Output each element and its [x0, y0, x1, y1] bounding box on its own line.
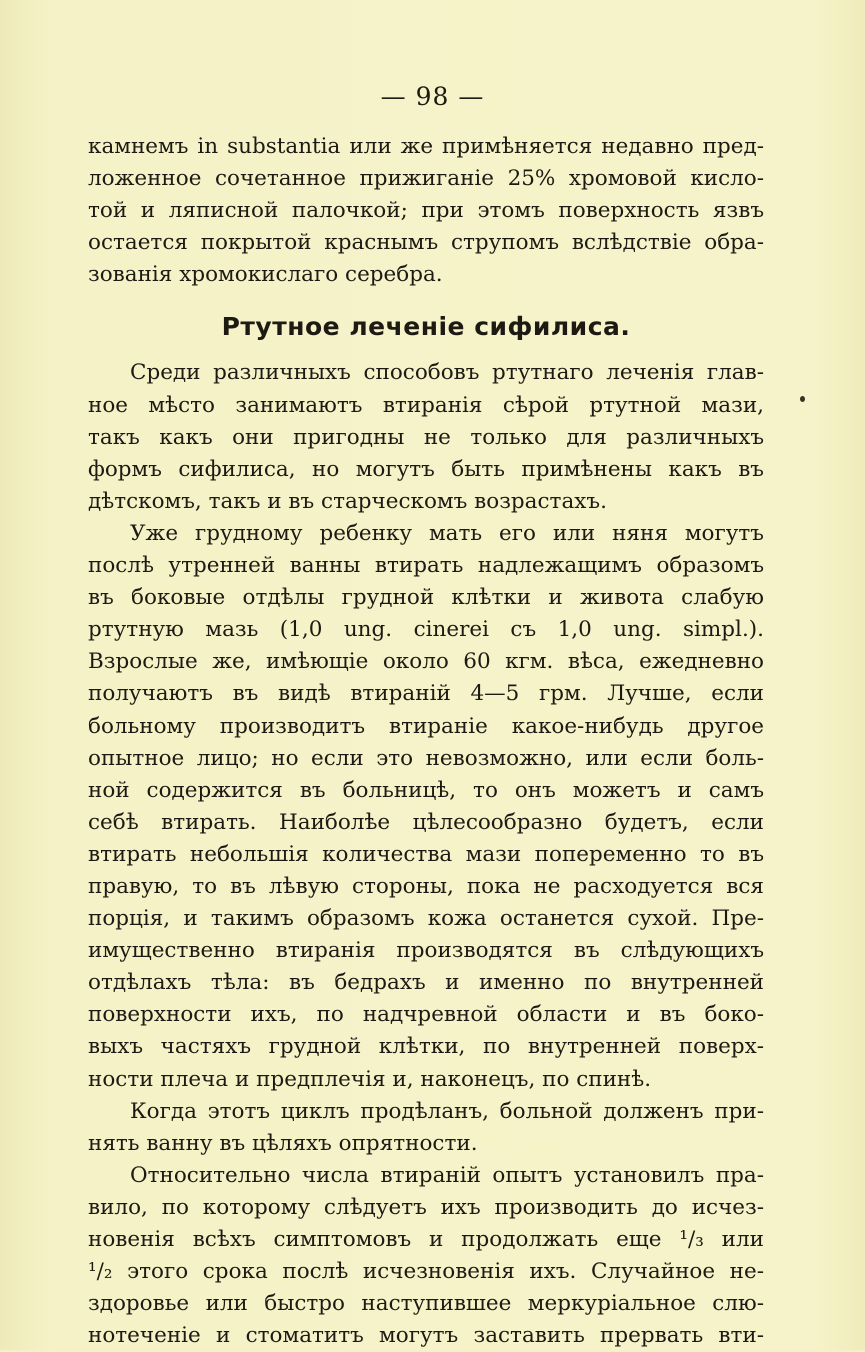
text-line: Взрослые же, имѣющіе около 60 кгм. вѣса, ежедневно: [88, 649, 764, 675]
text-line: втирать небольшія количества мази попеременно то въ: [88, 841, 764, 867]
text-line: нотеченіе и стоматитъ могутъ заставить прервать вти-: [88, 1323, 764, 1349]
text-line: нять ванну въ цѣляхъ опрятности.: [88, 1130, 478, 1156]
text-line: больному производитъ втираніе какое-нибудь другое: [88, 713, 764, 739]
text-line: имущественно втиранія производятся въ слѣдующихъ: [88, 938, 764, 964]
text-line: здоровье или быстро наступившее меркуріальное слю-: [88, 1291, 764, 1317]
paragraph-block-main: [88, 357, 764, 1352]
text-line: правую, то въ лѣвую стороны, пока не расходуется вся: [88, 873, 764, 899]
text-line: ности плеча и предплечія и, наконецъ, по спинѣ.: [88, 1066, 652, 1092]
page-number: — 98 —: [380, 82, 485, 111]
text-line: послѣ утренней ванны втирать надлежащимъ образомъ: [88, 553, 764, 579]
text-line: ное мѣсто занимаютъ втиранія сѣрой ртутной мази,: [88, 392, 764, 418]
text-line: новенія всѣхъ симптомовъ и продолжать еще ¹/₃ или: [88, 1227, 764, 1252]
text-line: той и ляписной палочкой; при этомъ поверхность язвъ: [88, 198, 764, 224]
text-line: получаютъ въ видѣ втираній 4—5 грм. Лучше, если: [88, 681, 764, 707]
text-line: опытное лицо; но если это невозможно, или если боль-: [88, 745, 764, 771]
text-line: ртутную мазь (1,0 ung. cinerei съ 1,0 ung. simpl.).: [88, 617, 764, 643]
text-line: выхъ частяхъ грудной клѣтки, по внутренней поверх-: [88, 1034, 764, 1060]
text-line: Когда этотъ циклъ продѣланъ, больной долженъ при-: [130, 1098, 764, 1124]
paragraph-block-intro: [88, 131, 764, 291]
section-heading: Ртутное леченіе сифилиса.: [221, 312, 631, 342]
text-line: въ боковые отдѣлы грудной клѣтки и живота слабую: [88, 585, 764, 611]
text-line: камнемъ in substantia или же примѣняется недавно пред-: [88, 134, 764, 159]
text-line: Относительно числа втираній опытъ установилъ пра-: [130, 1162, 764, 1188]
text-line: дѣтскомъ, такъ и въ старческомъ возрастахъ.: [88, 488, 607, 514]
text-line: ной содержится въ больницѣ, то онъ можетъ и самъ: [88, 777, 764, 803]
text-line: вило, по которому слѣдуетъ ихъ производить до исчез-: [88, 1194, 764, 1220]
text-line: Уже грудному ребенку мать его или няня могутъ: [130, 520, 764, 546]
text-line: поверхности ихъ, по надчревной области и въ боко-: [88, 1002, 764, 1028]
text-line: зованія хромокислаго серебра.: [88, 262, 443, 288]
page-body: [88, 131, 764, 1352]
text-line: остается покрытой краснымъ струпомъ вслѣдствіе обра-: [88, 230, 764, 256]
text-line: ложенное сочетанное прижиганіе 25% хромовой кисло-: [88, 166, 764, 192]
text-line: порція, и такимъ образомъ кожа останется сухой. Пре-: [88, 906, 764, 932]
text-line: формъ сифилиса, но могутъ быть примѣнены какъ въ: [88, 456, 764, 482]
text-line: Среди различныхъ способовъ ртутнаго леченія глав-: [130, 360, 764, 386]
text-line: ¹/₂ этого срока послѣ исчезновенія ихъ. Случайное не-: [88, 1259, 764, 1285]
print-speck: [800, 396, 805, 402]
text-line: себѣ втирать. Наиболѣе цѣлесообразно будетъ, если: [88, 809, 764, 835]
text-line: такъ какъ они пригодны не только для различныхъ: [88, 424, 764, 450]
text-line: отдѣлахъ тѣла: въ бедрахъ и именно по внутренней: [88, 970, 764, 996]
